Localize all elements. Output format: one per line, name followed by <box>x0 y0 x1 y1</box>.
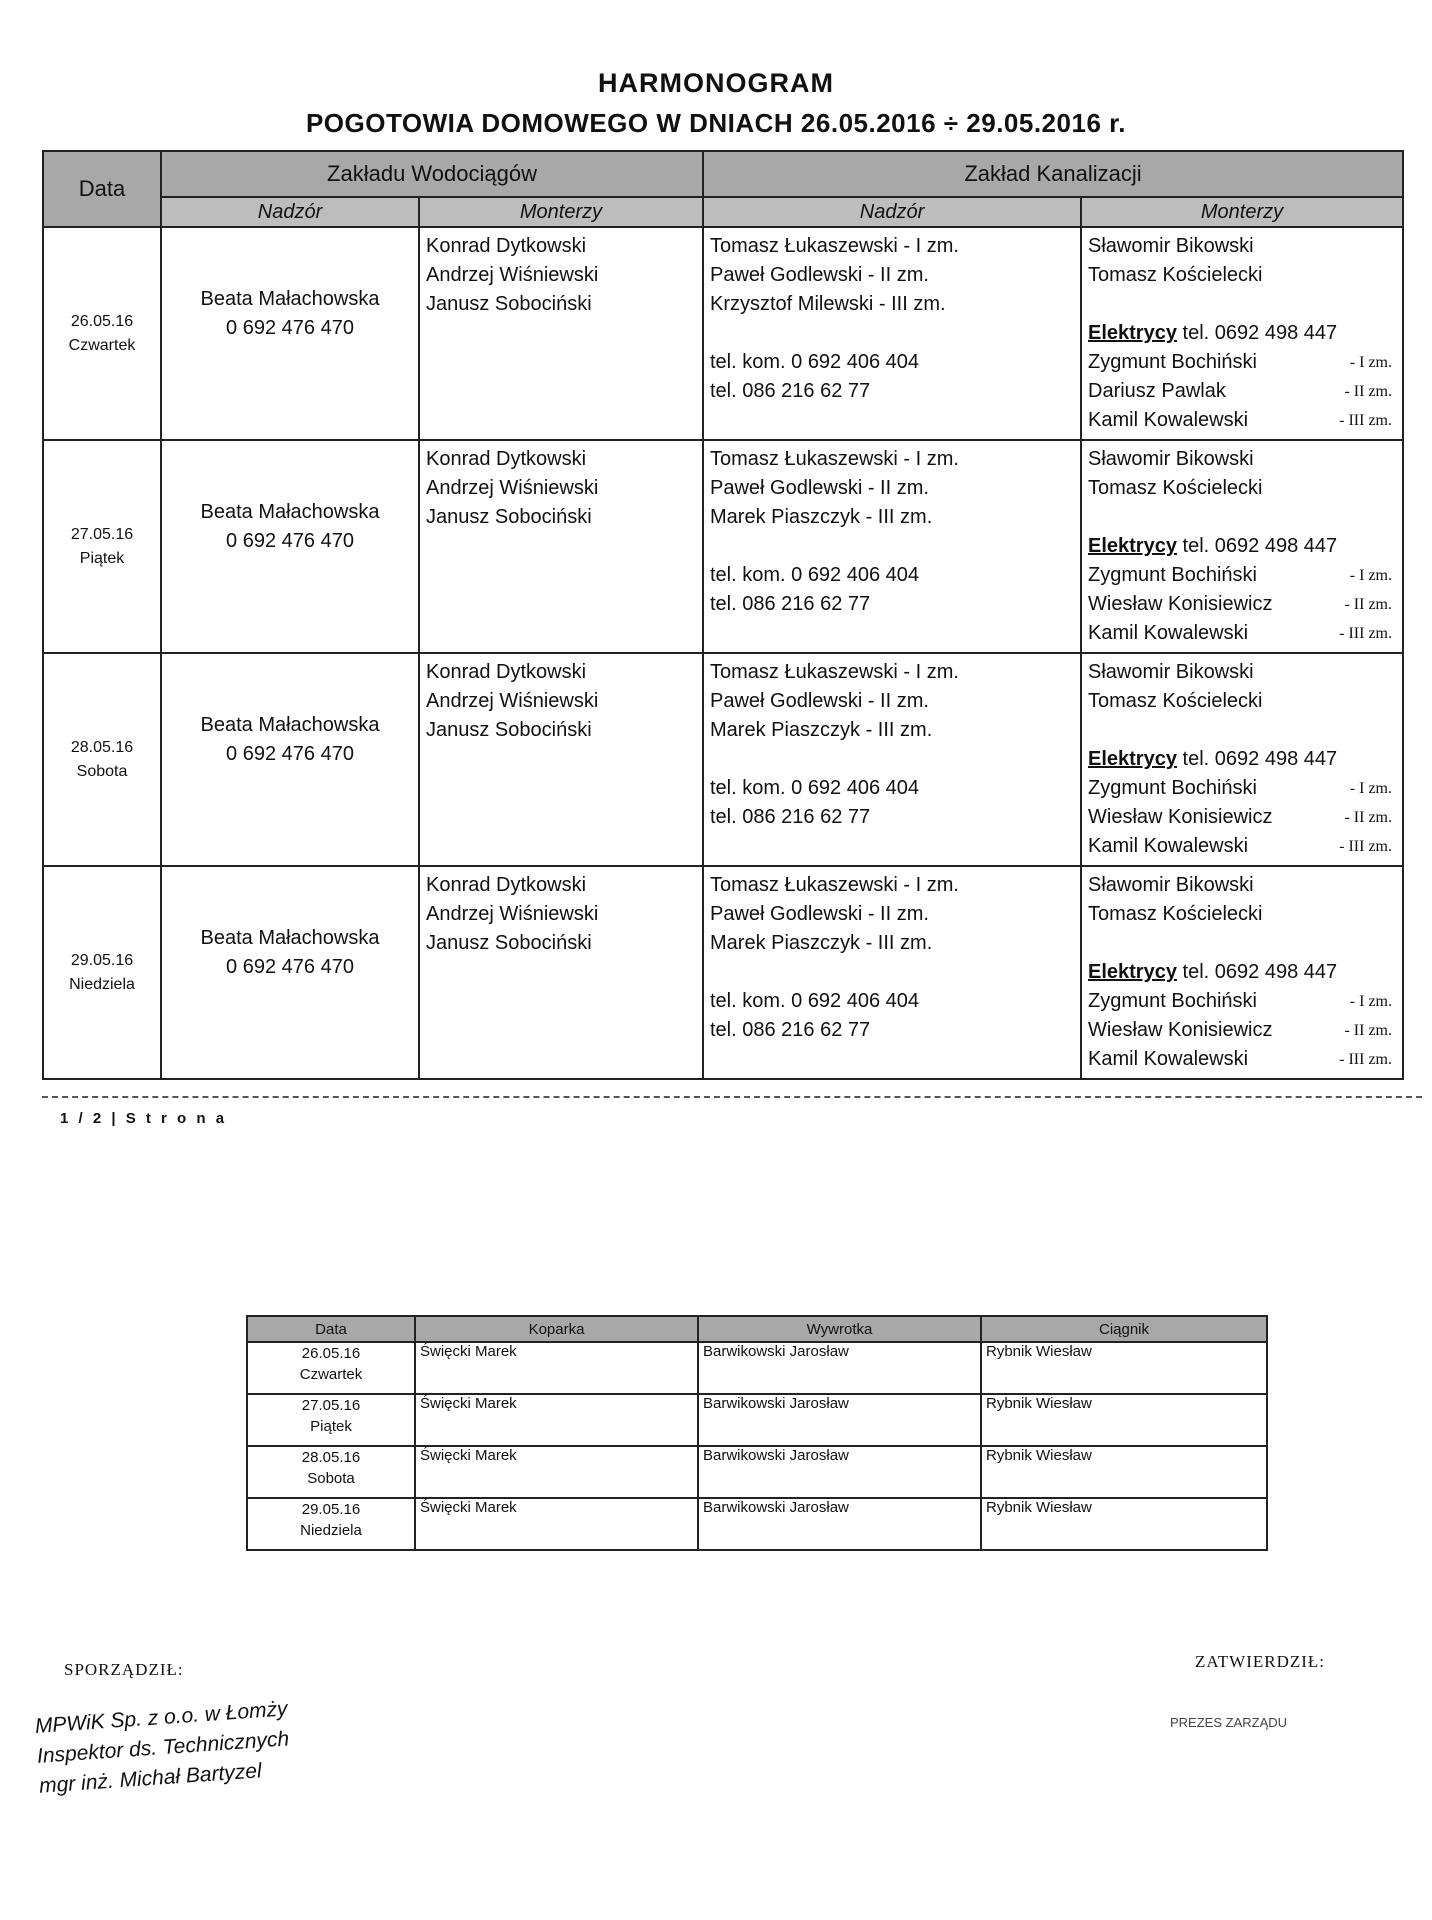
electrician-row <box>1088 803 1396 832</box>
prepared-by-label: SPORZĄDZIŁ: <box>64 1660 184 1679</box>
electrician-row <box>1088 774 1396 803</box>
spacer <box>1088 290 1396 319</box>
fitter-name: Tomasz Kościelecki <box>1088 903 1263 925</box>
supervisor-phone: 0 692 476 470 <box>226 955 354 978</box>
electrician-row <box>1088 1045 1396 1074</box>
electrician-row <box>1088 590 1396 619</box>
electrician-name: Kamil Kowalewski <box>1088 622 1249 644</box>
electrician-shift: - I zm. <box>1349 354 1392 371</box>
electrician-row <box>1088 987 1396 1016</box>
sewer-supervisor-cell <box>703 440 1081 653</box>
date-value: 29.05.16 <box>301 1501 361 1518</box>
supervisor-shift: Tomasz Łukaszewski - I zm. <box>710 235 959 257</box>
supervisor-phone: 0 692 476 470 <box>226 742 354 765</box>
electrician-row <box>1088 406 1396 435</box>
spacer <box>1088 716 1396 745</box>
fitter-name: Sławomir Bikowski <box>1088 661 1254 683</box>
landline-phone: tel. 086 216 62 77 <box>710 1019 871 1041</box>
excavator-operator: Święcki Marek <box>415 1342 698 1394</box>
water-supervisor-cell <box>161 653 419 866</box>
supervisor-shift: Paweł Godlewski - II zm. <box>710 690 929 712</box>
water-fitters-cell <box>419 227 703 440</box>
mobile-phone: tel. kom. 0 692 406 404 <box>710 351 920 373</box>
spacer <box>710 745 1074 774</box>
header-sewer-dept: Zakład Kanalizacji <box>703 151 1403 197</box>
dump-truck-driver: Barwikowski Jarosław <box>698 1342 981 1394</box>
electricians-phone: tel. 0692 498 447 <box>1182 748 1338 770</box>
stamp-line: Inspektor ds. Technicznych <box>36 1727 290 1768</box>
day-name: Sobota <box>307 1470 355 1487</box>
electrician-name: Dariusz Pawlak <box>1088 380 1226 402</box>
date-cell <box>43 227 161 440</box>
supervisor-shift: Tomasz Łukaszewski - I zm. <box>710 874 959 896</box>
fitter-name: Sławomir Bikowski <box>1088 235 1254 257</box>
date-value: 27.05.16 <box>301 1397 361 1414</box>
tractor-driver: Rybnik Wiesław <box>981 1498 1267 1550</box>
equipment-row <box>247 1394 1267 1446</box>
fitter-name: Andrzej Wiśniewski <box>426 903 599 925</box>
supervisor-name: Beata Małachowska <box>200 287 380 310</box>
fitter-name: Andrzej Wiśniewski <box>426 690 599 712</box>
electrician-shift: - II zm. <box>1344 809 1392 826</box>
equipment-row <box>247 1342 1267 1394</box>
water-supervisor-cell <box>161 440 419 653</box>
electrician-row <box>1088 832 1396 861</box>
sewer-fitters-cell <box>1081 227 1403 440</box>
supervisor-shift: Tomasz Łukaszewski - I zm. <box>710 661 959 683</box>
fitter-name: Tomasz Kościelecki <box>1088 690 1263 712</box>
equipment-date-cell <box>247 1498 415 1550</box>
electrician-name: Wiesław Konisiewicz <box>1088 806 1273 828</box>
date-value: 28.05.16 <box>301 1449 361 1466</box>
fitter-name: Andrzej Wiśniewski <box>426 264 599 286</box>
electrician-shift: - II zm. <box>1344 1022 1392 1039</box>
spacer <box>1088 503 1396 532</box>
date-value: 26.05.16 <box>301 1345 361 1362</box>
electrician-shift: - III zm. <box>1339 412 1392 429</box>
fitter-name: Konrad Dytkowski <box>426 661 587 683</box>
date-value: 28.05.16 <box>70 738 134 756</box>
mobile-phone: tel. kom. 0 692 406 404 <box>710 990 920 1012</box>
day-name: Piątek <box>79 549 125 567</box>
electricians-label: Elektrycy <box>1088 535 1177 557</box>
electrician-name: Zygmunt Bochiński <box>1088 990 1257 1012</box>
water-fitters-cell <box>419 653 703 866</box>
electricians-header <box>1088 319 1396 348</box>
spacer <box>710 319 1074 348</box>
document-title: HARMONOGRAM <box>598 68 834 98</box>
day-name: Niedziela <box>300 1522 362 1539</box>
inspector-stamp <box>34 1694 293 1801</box>
electrician-name: Kamil Kowalewski <box>1088 1048 1249 1070</box>
electricians-header <box>1088 745 1396 774</box>
schedule-row <box>43 866 1403 1079</box>
header-date: Data <box>43 151 161 227</box>
electricians-phone: tel. 0692 498 447 <box>1182 322 1338 344</box>
fitter-name: Konrad Dytkowski <box>426 235 587 257</box>
electrician-name: Wiesław Konisiewicz <box>1088 593 1273 615</box>
fitter-name: Sławomir Bikowski <box>1088 874 1254 896</box>
sewer-fitters-cell <box>1081 866 1403 1079</box>
fitter-name: Andrzej Wiśniewski <box>426 477 599 499</box>
schedule-row <box>43 227 1403 440</box>
supervisor-shift: Marek Piaszczyk - III zm. <box>710 506 933 528</box>
spacer <box>710 958 1074 987</box>
dump-truck-driver: Barwikowski Jarosław <box>698 1394 981 1446</box>
date-value: 27.05.16 <box>70 525 134 543</box>
day-name: Czwartek <box>299 1366 363 1383</box>
equipment-row <box>247 1446 1267 1498</box>
electricians-header <box>1088 958 1396 987</box>
stamp-line: MPWiK Sp. z o.o. w Łomży <box>34 1697 289 1738</box>
electricians-phone: tel. 0692 498 447 <box>1182 961 1338 983</box>
day-name: Niedziela <box>69 975 135 993</box>
water-fitters-cell <box>419 440 703 653</box>
electrician-shift: - I zm. <box>1349 780 1392 797</box>
electrician-shift: - III zm. <box>1339 1051 1392 1068</box>
equipment-header-ciagnik: Ciągnik <box>981 1316 1267 1342</box>
excavator-operator: Święcki Marek <box>415 1498 698 1550</box>
day-name: Czwartek <box>68 336 136 354</box>
fitter-name: Konrad Dytkowski <box>426 448 587 470</box>
electrician-shift: - I zm. <box>1349 567 1392 584</box>
electrician-name: Kamil Kowalewski <box>1088 409 1249 431</box>
mobile-phone: tel. kom. 0 692 406 404 <box>710 564 920 586</box>
fitter-name: Janusz Sobociński <box>426 506 592 528</box>
sewer-supervisor-cell <box>703 653 1081 866</box>
fitter-name: Tomasz Kościelecki <box>1088 264 1263 286</box>
electricians-phone: tel. 0692 498 447 <box>1182 535 1338 557</box>
electrician-name: Wiesław Konisiewicz <box>1088 1019 1273 1041</box>
excavator-operator: Święcki Marek <box>415 1446 698 1498</box>
supervisor-phone: 0 692 476 470 <box>226 529 354 552</box>
tractor-driver: Rybnik Wiesław <box>981 1446 1267 1498</box>
sewer-supervisor-cell <box>703 866 1081 1079</box>
supervisor-name: Beata Małachowska <box>200 500 380 523</box>
date-value: 26.05.16 <box>70 312 134 330</box>
supervisor-shift: Paweł Godlewski - II zm. <box>710 264 929 286</box>
header-water-dept: Zakładu Wodociągów <box>161 151 703 197</box>
electricians-label: Elektrycy <box>1088 748 1177 770</box>
equipment-header-date: Data <box>247 1316 415 1342</box>
equipment-date-cell <box>247 1342 415 1394</box>
equipment-date-cell <box>247 1394 415 1446</box>
subheader-water-monterzy: Monterzy <box>419 197 703 227</box>
spacer <box>1088 929 1396 958</box>
tractor-driver: Rybnik Wiesław <box>981 1342 1267 1394</box>
supervisor-shift: Krzysztof Milewski - III zm. <box>710 293 946 315</box>
approved-by-label: ZATWIERDZIŁ: <box>1195 1652 1326 1671</box>
electrician-shift: - II zm. <box>1344 596 1392 613</box>
supervisor-name: Beata Małachowska <box>200 713 380 736</box>
schedule-row <box>43 440 1403 653</box>
stamp-line: mgr inż. Michał Bartyzel <box>38 1759 263 1798</box>
equipment-row <box>247 1498 1267 1550</box>
subheader-sewer-monterzy: Monterzy <box>1081 197 1403 227</box>
supervisor-phone: 0 692 476 470 <box>226 316 354 339</box>
water-supervisor-cell <box>161 866 419 1079</box>
landline-phone: tel. 086 216 62 77 <box>710 806 871 828</box>
schedule-row <box>43 653 1403 866</box>
fitter-name: Tomasz Kościelecki <box>1088 477 1263 499</box>
date-cell <box>43 866 161 1079</box>
electrician-name: Zygmunt Bochiński <box>1088 564 1257 586</box>
electrician-name: Zygmunt Bochiński <box>1088 351 1257 373</box>
supervisor-name: Beata Małachowska <box>200 926 380 949</box>
page-break-line <box>42 1096 1422 1098</box>
dump-truck-driver: Barwikowski Jarosław <box>698 1446 981 1498</box>
electrician-row <box>1088 561 1396 590</box>
fitter-name: Sławomir Bikowski <box>1088 448 1254 470</box>
supervisor-shift: Tomasz Łukaszewski - I zm. <box>710 448 959 470</box>
electricians-label: Elektrycy <box>1088 322 1177 344</box>
sewer-supervisor-cell <box>703 227 1081 440</box>
supervisor-shift: Marek Piaszczyk - III zm. <box>710 719 933 741</box>
electrician-shift: - III zm. <box>1339 625 1392 642</box>
supervisor-shift: Marek Piaszczyk - III zm. <box>710 932 933 954</box>
mobile-phone: tel. kom. 0 692 406 404 <box>710 777 920 799</box>
water-fitters-cell <box>419 866 703 1079</box>
electrician-shift: - II zm. <box>1344 383 1392 400</box>
electrician-row <box>1088 1016 1396 1045</box>
electrician-row <box>1088 348 1396 377</box>
fitter-name: Janusz Sobociński <box>426 719 592 741</box>
subheader-sewer-nadzor: Nadzór <box>703 197 1081 227</box>
equipment-header-wywrotka: Wywrotka <box>698 1316 981 1342</box>
spacer <box>710 532 1074 561</box>
equipment-header-koparka: Koparka <box>415 1316 698 1342</box>
fitter-name: Konrad Dytkowski <box>426 874 587 896</box>
tractor-driver: Rybnik Wiesław <box>981 1394 1267 1446</box>
electrician-name: Zygmunt Bochiński <box>1088 777 1257 799</box>
date-value: 29.05.16 <box>70 951 134 969</box>
landline-phone: tel. 086 216 62 77 <box>710 593 871 615</box>
landline-phone: tel. 086 216 62 77 <box>710 380 871 402</box>
document-subtitle: POGOTOWIA DOMOWEGO W DNIACH 26.05.2016 ÷ 29.05.2016 r. <box>305 108 1127 138</box>
duty-schedule-table <box>42 150 1404 1080</box>
supervisor-shift: Paweł Godlewski - II zm. <box>710 477 929 499</box>
sewer-fitters-cell <box>1081 440 1403 653</box>
subheader-water-nadzor: Nadzór <box>161 197 419 227</box>
electricians-header <box>1088 532 1396 561</box>
electrician-name: Kamil Kowalewski <box>1088 835 1249 857</box>
supervisor-shift: Paweł Godlewski - II zm. <box>710 903 929 925</box>
date-cell <box>43 653 161 866</box>
electrician-shift: - I zm. <box>1349 993 1392 1010</box>
electrician-row <box>1088 619 1396 648</box>
page-number: 1 / 2 | S t r o n a <box>60 1110 228 1127</box>
fitter-name: Janusz Sobociński <box>426 932 592 954</box>
electrician-row <box>1088 377 1396 406</box>
electrician-shift: - III zm. <box>1339 838 1392 855</box>
day-name: Piątek <box>310 1418 352 1435</box>
equipment-date-cell <box>247 1446 415 1498</box>
fitter-name: Janusz Sobociński <box>426 293 592 315</box>
excavator-operator: Święcki Marek <box>415 1394 698 1446</box>
day-name: Sobota <box>76 762 128 780</box>
electricians-label: Elektrycy <box>1088 961 1177 983</box>
sewer-fitters-cell <box>1081 653 1403 866</box>
date-cell <box>43 440 161 653</box>
dump-truck-driver: Barwikowski Jarosław <box>698 1498 981 1550</box>
water-supervisor-cell <box>161 227 419 440</box>
president-stamp: PREZES ZARZĄDU <box>1170 1715 1288 1730</box>
equipment-table <box>246 1315 1268 1551</box>
